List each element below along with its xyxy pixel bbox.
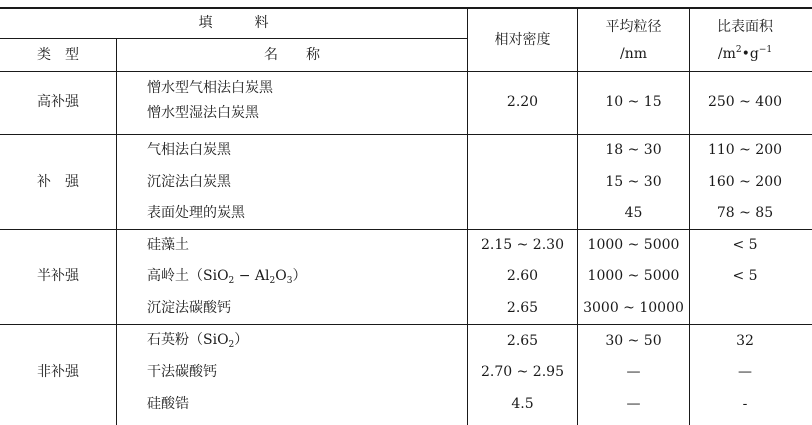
row-area: 160 ~ 200: [707, 174, 783, 190]
row-name: 硅藻土: [147, 237, 189, 253]
group-rule-1: [0, 134, 812, 135]
header-type: 类 型: [37, 47, 79, 63]
group-type-semi: 半补强: [37, 268, 79, 284]
row-size: —: [626, 396, 641, 412]
row-size: 30 ~ 50: [605, 333, 662, 349]
row-name: 沉淀法碳酸钙: [147, 300, 231, 316]
row-area: 110 ~ 200: [707, 142, 783, 158]
row-name: 高岭土$(SiO_2 - Al_2O_3)$: [147, 268, 307, 286]
group-rule-2: [0, 229, 812, 230]
row-size: 1000 ~ 5000: [587, 268, 680, 284]
header-area-title: 比表面积: [717, 19, 773, 35]
row-name: 沉淀法白炭黑: [147, 174, 231, 190]
row-density: 2.65: [506, 333, 539, 349]
row-size: 1000 ~ 5000: [587, 237, 680, 253]
row-area: 32: [736, 333, 754, 349]
row-name: 表面处理的炭黑: [147, 205, 245, 221]
row-area: < 5: [732, 237, 758, 253]
row-size: 3000 ~ 10000: [583, 300, 684, 316]
header-bottom-rule: [0, 71, 812, 72]
row-density: 2.60: [506, 268, 539, 284]
header-size-title: 平均粒径: [605, 19, 662, 35]
row-name: 气相法白炭黑: [147, 142, 231, 158]
header-size-unit: /nm: [619, 46, 647, 62]
row-size: 10 ~ 15: [605, 94, 662, 110]
header-area-unit: $/m^2•g^{-1}$: [717, 45, 773, 62]
group-rule-3: [0, 324, 812, 325]
row-density: 2.65: [506, 300, 539, 316]
row-name: 硅酸锆: [147, 396, 189, 412]
row-area: —: [738, 364, 752, 380]
header-sub-rule: [0, 38, 467, 39]
group-type-reinforcing: 补 强: [37, 174, 79, 190]
row-area: 78 ~ 85: [716, 205, 774, 221]
header-name: 名 称: [264, 47, 320, 63]
col-rule-name: [467, 8, 468, 425]
row-area: < 5: [732, 268, 758, 284]
col-rule-type: [116, 38, 117, 425]
group-type-high: 高补强: [37, 94, 79, 110]
row-name: 干法碳酸钙: [147, 364, 217, 380]
row-density: 2.15 ~ 2.30: [481, 237, 564, 253]
header-filler: 填 料: [198, 15, 269, 31]
row-area: -: [742, 396, 748, 412]
row-density: 2.20: [506, 94, 539, 110]
row-name-2: 憎水型湿法白炭黑: [147, 105, 259, 121]
row-density: 4.5: [511, 396, 534, 412]
header-density: 相对密度: [494, 32, 551, 48]
group-type-non: 非补强: [37, 364, 79, 380]
row-size: 45: [624, 205, 643, 221]
row-size: 15 ~ 30: [605, 174, 662, 190]
row-size: —: [626, 364, 641, 380]
table-top-rule: [0, 7, 812, 9]
row-name: 憎水型气相法白炭黑: [147, 80, 273, 96]
row-area: 250 ~ 400: [707, 94, 783, 110]
row-size: 18 ~ 30: [605, 142, 662, 158]
row-density: 2.70 ~ 2.95: [481, 364, 564, 380]
row-name: 石英粉（SiO$_2$）: [147, 332, 249, 350]
